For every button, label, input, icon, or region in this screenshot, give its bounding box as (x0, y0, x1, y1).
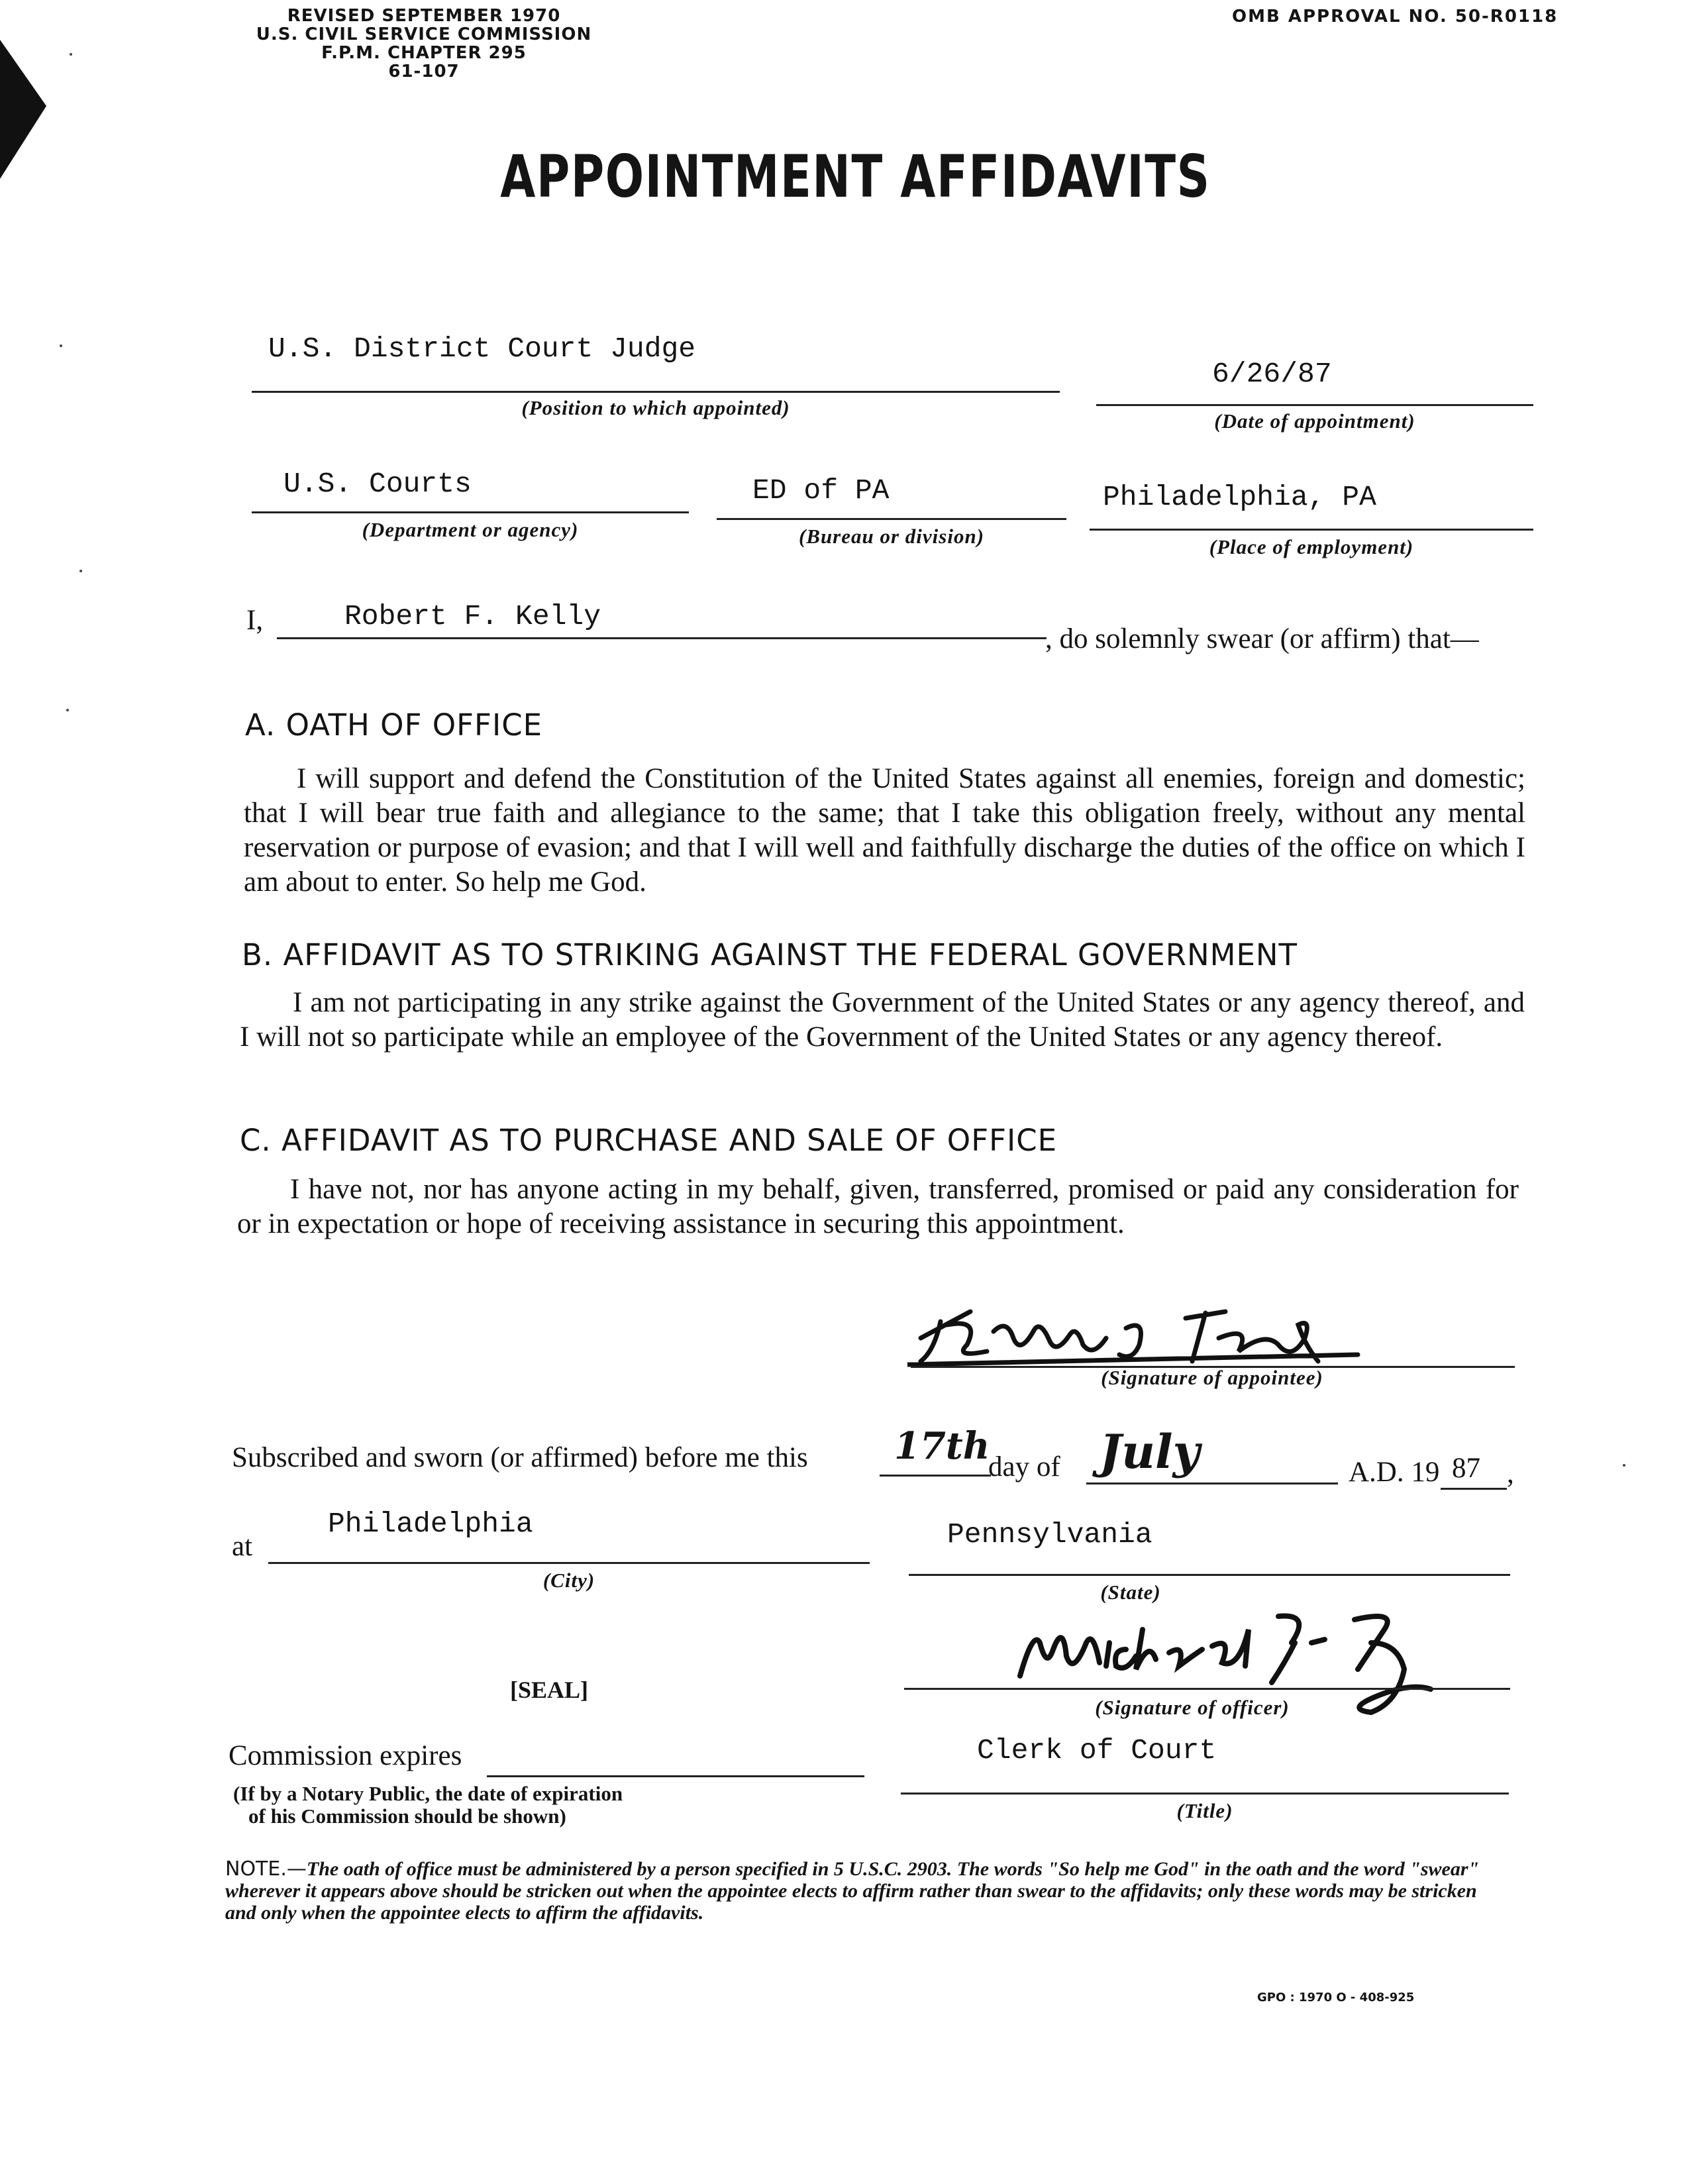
section-c-heading: C. AFFIDAVIT AS TO PURCHASE AND SALE OF OFFICE (240, 1123, 1058, 1158)
note-label: NOTE.— (225, 1857, 307, 1881)
department-value[interactable]: U.S. Courts (283, 468, 472, 500)
commission-line (487, 1775, 864, 1777)
section-b-text: I am not participating in any strike against the Government of the United States or any agency thereof, and I will not so participate while an employee of the Government of the United States or any agency thereof. (240, 987, 1525, 1053)
section-c-text: I have not, nor has anyone acting in my behalf, given, transferred, promised or paid any consideration for or in expectation or hope of receiving assistance in securing this appointment. (237, 1174, 1519, 1239)
state-label: (State) (1100, 1581, 1161, 1604)
section-b-heading: B. AFFIDAVIT AS TO STRIKING AGAINST THE FEDERAL GOVERNMENT (242, 937, 1298, 972)
appointee-signature (907, 1298, 1371, 1371)
section-a-text: I will support and defend the Constitution of the United States against all enemies, foreign and domestic; that I will bear true faith and allegiance to the same; that I take this obligation freely, without any mental reservation or purpose of evasion; and that I will well and faithfully discharge the duties of the office on which I am about to enter. So help me God. (244, 763, 1525, 898)
section-a-heading: A. OATH OF OFFICE (245, 707, 543, 743)
date-label: (Date of appointment) (1214, 409, 1415, 433)
sworn-year[interactable]: 87 (1452, 1453, 1480, 1484)
bureau-value[interactable]: ED of PA (752, 474, 890, 507)
department-label: (Department or agency) (362, 518, 579, 541)
scan-dot (70, 53, 72, 56)
note-text: The oath of office must be administered by a person specified in 5 U.S.C. 2903. The words "So help me God" in the oath and the word "swear" wherever it appears above should be stricken out when the appointee elects to affirm rather than swear to the affidavits; only these words may be stricken and only when the appointee elects to affirm the affidavits. (225, 1858, 1480, 1924)
state-value[interactable]: Pennsylvania (947, 1518, 1152, 1551)
state-line (909, 1574, 1510, 1576)
ad-text: A.D. 19 (1349, 1457, 1440, 1488)
place-line (1090, 529, 1533, 531)
appointee-name[interactable]: Robert F. Kelly (344, 600, 601, 633)
day-line (880, 1475, 991, 1477)
form-number: 61-107 (388, 62, 460, 81)
gpo-imprint: GPO : 1970 O - 408-925 (1257, 1991, 1415, 2004)
officer-signature-label: (Signature of officer) (1095, 1696, 1290, 1719)
position-label: (Position to which appointed) (521, 396, 790, 419)
chapter-line: F.P.M. CHAPTER 295 (321, 43, 527, 63)
sworn-day[interactable]: 17th (894, 1424, 990, 1468)
agency-line: U.S. CIVIL SERVICE COMMISSION (256, 25, 592, 44)
officer-title-line (901, 1793, 1509, 1794)
commission-note-2: of his Commission should be shown) (248, 1804, 566, 1828)
bureau-line (717, 518, 1066, 520)
day-of-text: day of (988, 1451, 1060, 1482)
page-title: APPOINTMENT AFFIDAVITS (500, 142, 1211, 211)
month-line (1086, 1482, 1338, 1484)
form-revision-header (252, 7, 596, 81)
place-value[interactable]: Philadelphia, PA (1103, 481, 1376, 513)
year-comma: , (1507, 1458, 1514, 1489)
scan-artifact (0, 40, 46, 179)
sworn-prefix: Subscribed and sworn (or affirmed) before me this (232, 1442, 808, 1473)
city-value[interactable]: Philadelphia (328, 1508, 533, 1540)
officer-title-value[interactable]: Clerk of Court (977, 1734, 1217, 1767)
officer-title-label: (Title) (1176, 1799, 1233, 1822)
scan-dot (66, 709, 69, 711)
date-line (1096, 404, 1533, 406)
commission-label: Commission expires (229, 1740, 462, 1771)
sworn-month[interactable]: July (1100, 1424, 1200, 1479)
city-label: (City) (542, 1569, 595, 1592)
omb-approval: OMB APPROVAL NO. 50-R0118 (1232, 7, 1559, 26)
date-value[interactable]: 6/26/87 (1212, 358, 1332, 390)
appointee-signature-label: (Signature of appointee) (1101, 1366, 1323, 1389)
name-line (277, 637, 1047, 639)
city-line (268, 1562, 870, 1564)
revision-line: REVISED SEPTEMBER 1970 (287, 6, 561, 26)
oath-prefix: I, (246, 605, 264, 636)
scan-dot (79, 570, 82, 572)
commission-note-1: (If by a Notary Public, the date of expiration (233, 1782, 623, 1805)
scan-dot (1623, 1464, 1625, 1467)
position-value[interactable]: U.S. District Court Judge (268, 333, 696, 365)
place-label: (Place of employment) (1209, 535, 1414, 558)
scan-dot (60, 344, 62, 347)
position-line (252, 391, 1060, 393)
at-label: at (232, 1531, 253, 1562)
seal-label: [SEAL] (510, 1677, 589, 1703)
year-line (1441, 1488, 1507, 1490)
footnote (225, 1858, 1510, 1924)
bureau-label: (Bureau or division) (798, 525, 985, 548)
department-line (252, 511, 689, 513)
officer-signature-line (904, 1688, 1510, 1690)
oath-suffix: , do solemnly swear (or affirm) that— (1045, 623, 1479, 654)
